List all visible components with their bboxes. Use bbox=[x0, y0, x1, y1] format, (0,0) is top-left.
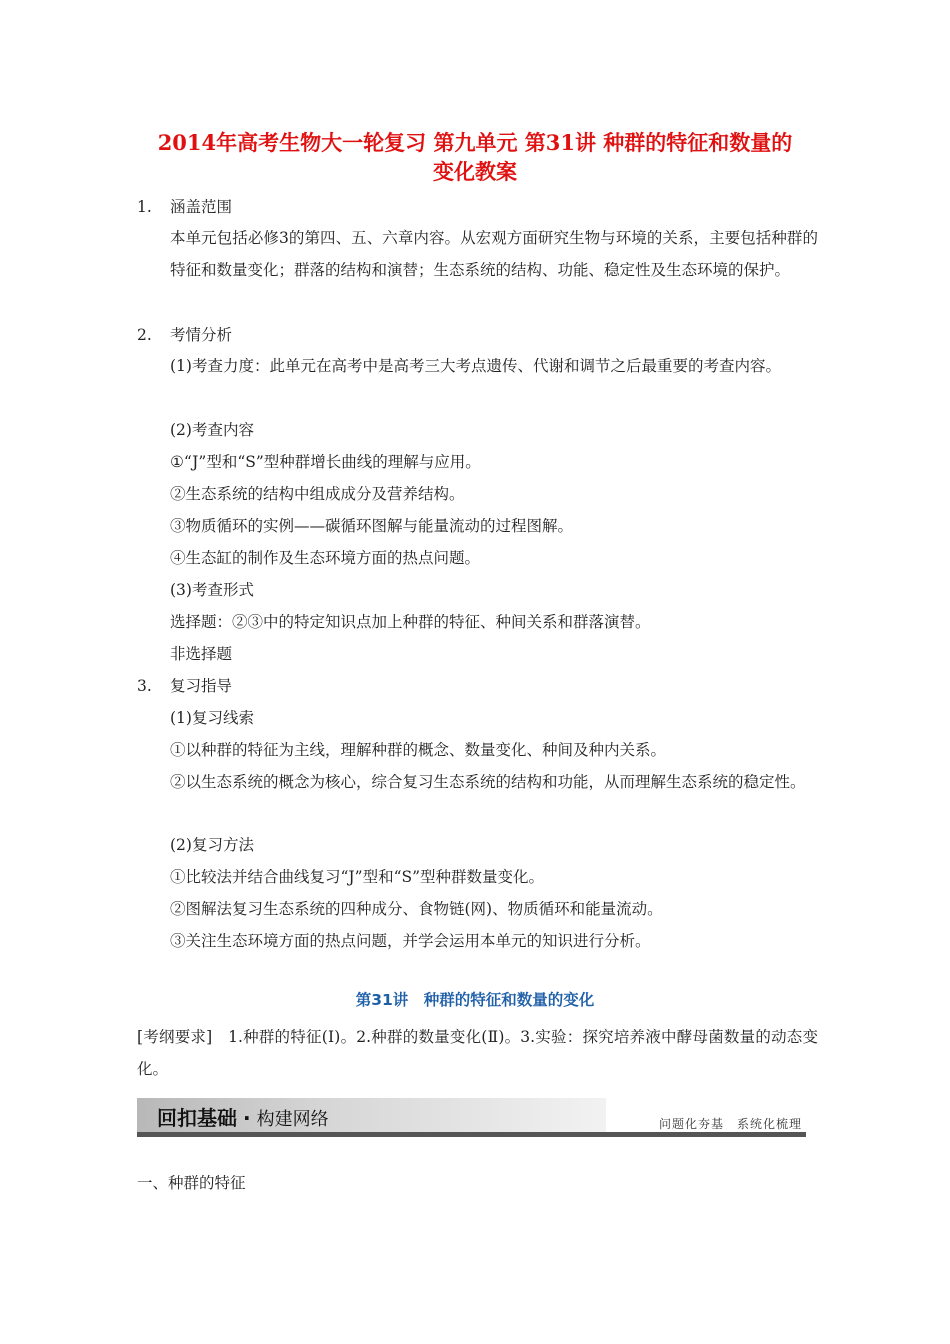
section3-item2-b: ②图解法复习生态系统的四种成分、食物链(网)、物质循环和能量流动。 bbox=[170, 900, 663, 918]
section1-heading: 涵盖范围 bbox=[170, 198, 233, 216]
section3-item2-heading: (2)复习方法 bbox=[170, 836, 254, 854]
section2-item2-c: ③物质循环的实例——碳循环图解与能量流动的过程图解。 bbox=[170, 517, 574, 535]
section2-item3-b: 非选择题 bbox=[170, 645, 233, 663]
section-banner bbox=[137, 1098, 806, 1140]
section3-item1-b: ②以生态系统的概念为核心，综合复习生态系统的结构和功能，从而理解生态系统的稳定性。 bbox=[170, 773, 806, 791]
section3-item1-a: ①以种群的特征为主线，理解种群的概念、数量变化、种间及种内关系。 bbox=[170, 741, 667, 759]
banner-heading bbox=[157, 1102, 329, 1131]
section2-item2-a: ①“J”型和“S”型种群增长曲线的理解与应用。 bbox=[170, 453, 481, 471]
syllabus-requirements: [考纲要求] 1.种群的特征(Ⅰ)。2.种群的数量变化(Ⅱ)。3.实验：探究培养液中酵母菌数量的动态变化。 bbox=[137, 1028, 818, 1078]
banner-separator: · bbox=[243, 1106, 251, 1130]
document-title bbox=[100, 128, 850, 186]
banner-underline-bar bbox=[137, 1132, 806, 1137]
banner-sub-text: 构建网络 bbox=[256, 1109, 329, 1130]
part1-heading: 一、种群的特征 bbox=[137, 1174, 246, 1192]
lecture-title: 第31讲 种群的特征和数量的变化 bbox=[355, 991, 595, 1009]
section2-item3-heading: (3)考查形式 bbox=[170, 581, 254, 599]
section2-heading: 考情分析 bbox=[170, 326, 233, 344]
section2-item3-a: 选择题：②③中的特定知识点加上种群的特征、种间关系和群落演替。 bbox=[170, 613, 651, 631]
banner-right-tagline: 问题化夯基 系统化梳理 bbox=[658, 1117, 802, 1131]
section2-number: 2. bbox=[137, 326, 152, 344]
section3-item2-a: ①比较法并结合曲线复习“J”型和“S”型种群数量变化。 bbox=[170, 868, 545, 886]
banner-main-text: 回扣基础 bbox=[157, 1106, 237, 1130]
section2-item2-d: ④生态缸的制作及生态环境方面的热点问题。 bbox=[170, 549, 481, 567]
document-title-line2: 变化教案 bbox=[433, 159, 517, 184]
section1-paragraph: 本单元包括必修3的第四、五、六章内容。从宏观方面研究生物与环境的关系，主要包括种群的特征和数量变化；群落的结构和演替；生态系统的结构、功能、稳定性及生态环境的保护。 bbox=[170, 229, 818, 279]
document-title-line1: 2014年高考生物大一轮复习 第九单元 第31讲 种群的特征和数量的 bbox=[157, 130, 793, 155]
section1-number: 1. bbox=[137, 198, 152, 216]
section2-item2-heading: (2)考查内容 bbox=[170, 421, 254, 439]
section2-item1: (1)考查力度：此单元在高考中是高考三大考点遗传、代谢和调节之后最重要的考查内容。 bbox=[170, 357, 781, 375]
section3-number: 3. bbox=[137, 677, 152, 695]
section3-item1-heading: (1)复习线索 bbox=[170, 709, 254, 727]
section3-item2-c: ③关注生态环境方面的热点问题，并学会运用本单元的知识进行分析。 bbox=[170, 932, 651, 950]
section3-heading: 复习指导 bbox=[170, 677, 233, 695]
section2-item2-b: ②生态系统的结构中组成成分及营养结构。 bbox=[170, 485, 465, 503]
